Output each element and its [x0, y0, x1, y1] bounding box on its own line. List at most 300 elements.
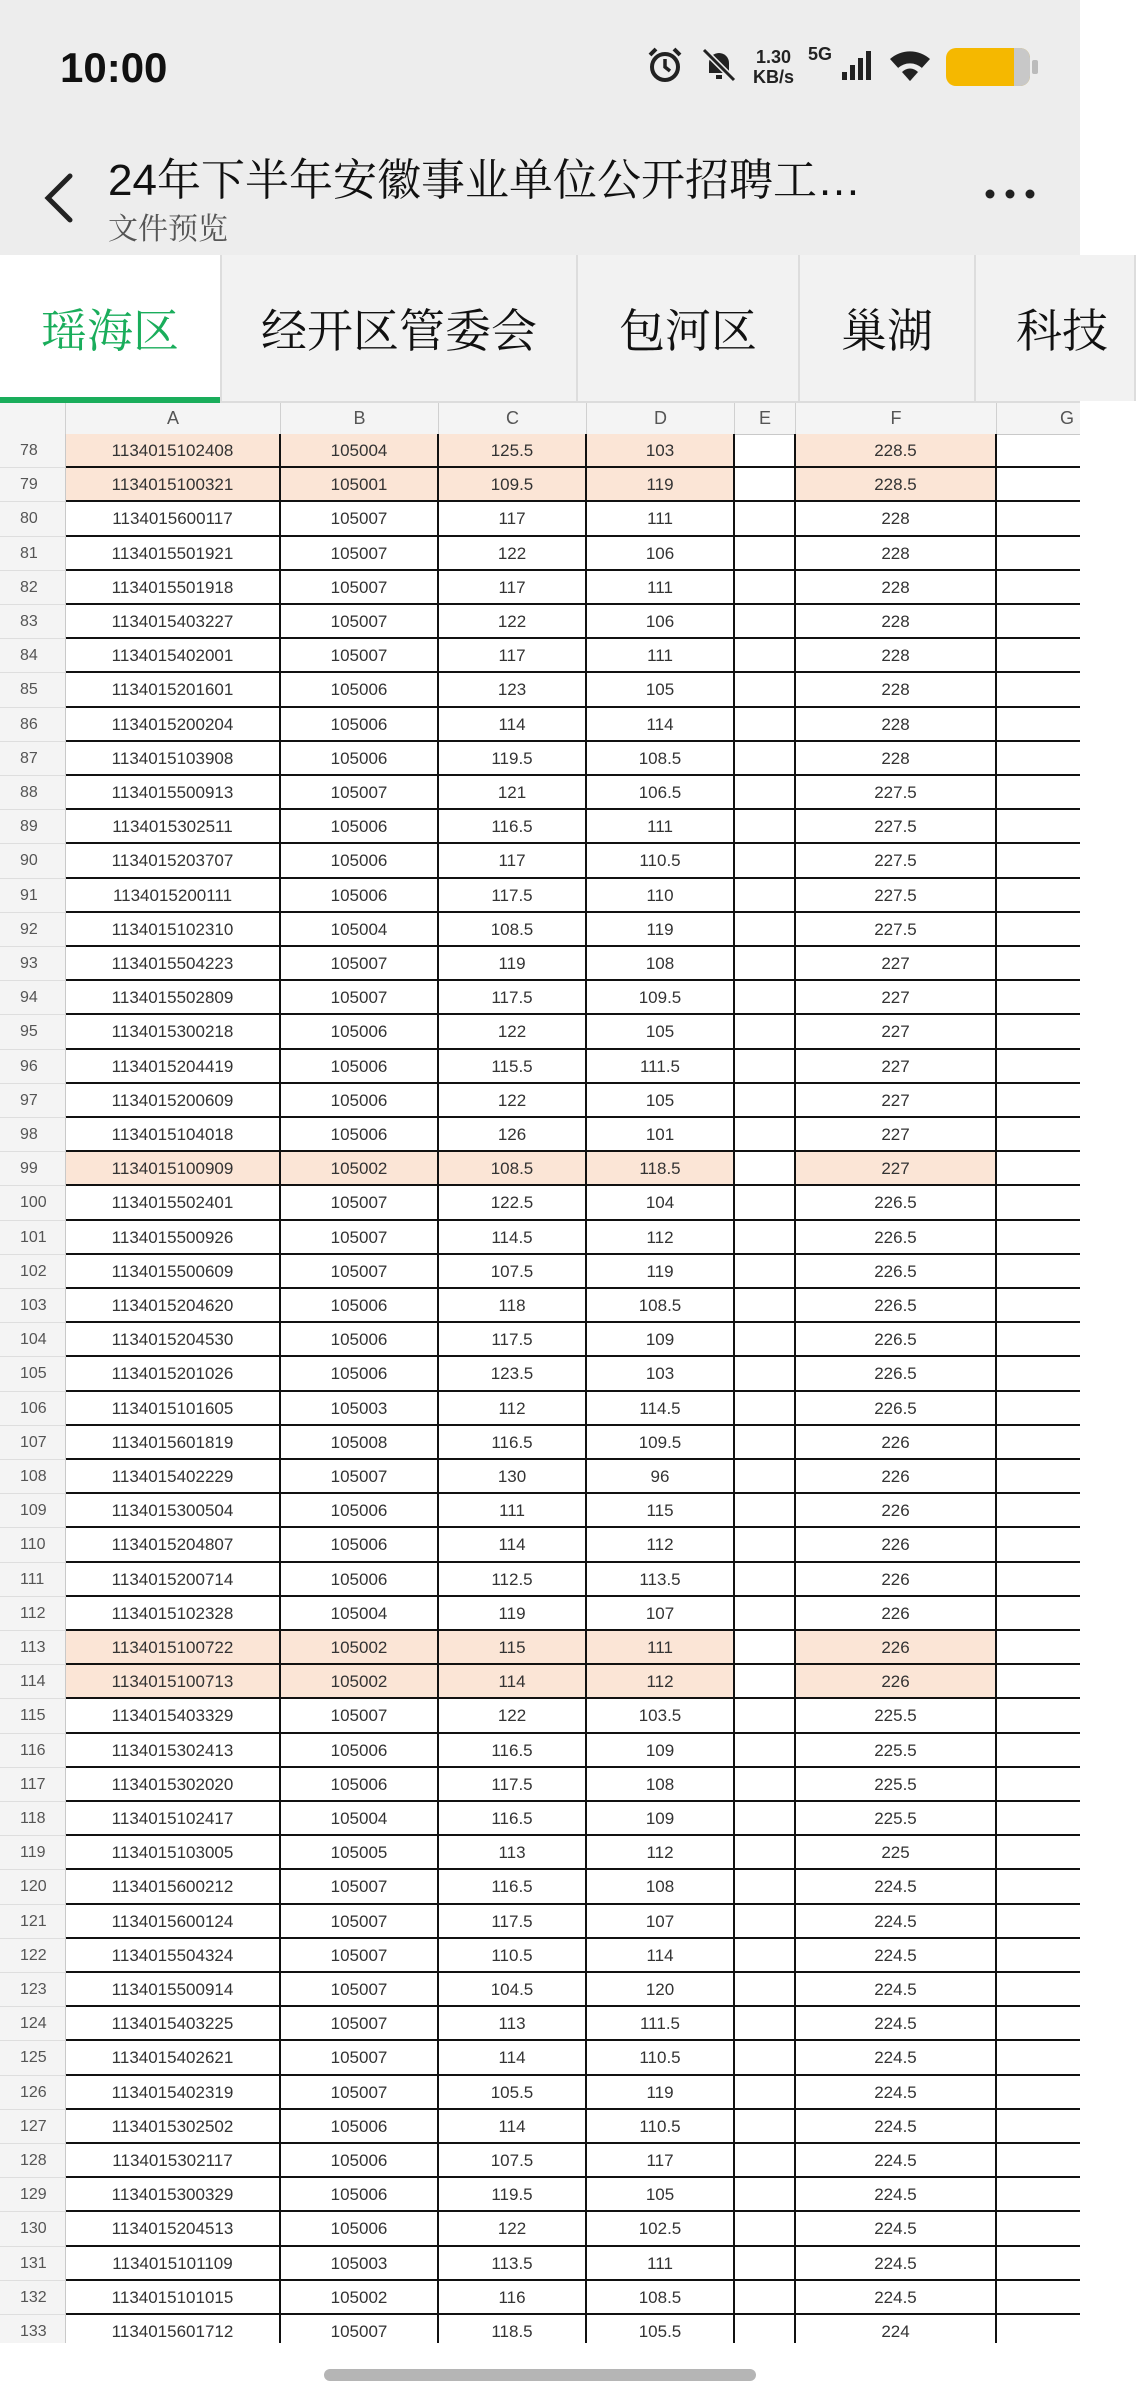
cell-e[interactable]	[735, 776, 796, 810]
cell-a[interactable]: 1134015104018	[66, 1118, 281, 1152]
cell-e[interactable]	[735, 1528, 796, 1562]
cell-e[interactable]	[735, 2110, 796, 2144]
cell-a[interactable]: 1134015102417	[66, 1802, 281, 1836]
cell-g[interactable]	[997, 1802, 1080, 1836]
cell-e[interactable]	[735, 1289, 796, 1323]
cell-b[interactable]: 105003	[281, 2247, 439, 2281]
cell-d[interactable]: 107	[587, 1597, 735, 1631]
tab-baohe[interactable]: 包河区	[578, 255, 800, 401]
cell-g[interactable]	[997, 537, 1080, 571]
cell-b[interactable]: 105006	[281, 1563, 439, 1597]
cell-f[interactable]: 226	[796, 1665, 997, 1699]
column-header-f[interactable]: F	[796, 403, 997, 434]
cell-e[interactable]	[735, 1255, 796, 1289]
cell-e[interactable]	[735, 1665, 796, 1699]
column-header-e[interactable]: E	[735, 403, 796, 434]
cell-d[interactable]: 112	[587, 1836, 735, 1870]
cell-c[interactable]: 116.5	[439, 1870, 587, 1904]
cell-b[interactable]: 105007	[281, 2076, 439, 2110]
cell-b[interactable]: 105007	[281, 1870, 439, 1904]
cell-a[interactable]: 1134015201026	[66, 1357, 281, 1391]
cell-d[interactable]: 105	[587, 673, 735, 707]
cell-f[interactable]: 224.5	[796, 2281, 997, 2315]
row-number[interactable]: 131	[0, 2247, 66, 2281]
cell-a[interactable]: 1134015501918	[66, 571, 281, 605]
cell-e[interactable]	[735, 2144, 796, 2178]
row-number[interactable]: 93	[0, 947, 66, 981]
cell-d[interactable]: 105.5	[587, 2315, 735, 2349]
cell-f[interactable]: 228	[796, 502, 997, 536]
cell-a[interactable]: 1134015204513	[66, 2212, 281, 2246]
cell-f[interactable]: 227	[796, 1118, 997, 1152]
row-number[interactable]: 127	[0, 2110, 66, 2144]
cell-g[interactable]	[997, 1255, 1080, 1289]
cell-e[interactable]	[735, 2247, 796, 2281]
cell-a[interactable]: 1134015500926	[66, 1221, 281, 1255]
cell-f[interactable]: 228	[796, 708, 997, 742]
row-number[interactable]: 94	[0, 981, 66, 1015]
cell-d[interactable]: 120	[587, 1973, 735, 2007]
cell-c[interactable]: 112.5	[439, 1563, 587, 1597]
row-number[interactable]: 97	[0, 1084, 66, 1118]
cell-c[interactable]: 119.5	[439, 742, 587, 776]
cell-f[interactable]: 227.5	[796, 879, 997, 913]
cell-e[interactable]	[735, 2041, 796, 2075]
row-number[interactable]: 112	[0, 1597, 66, 1631]
cell-b[interactable]: 105002	[281, 1631, 439, 1665]
cell-d[interactable]: 102.5	[587, 2212, 735, 2246]
row-number[interactable]: 109	[0, 1494, 66, 1528]
cell-a[interactable]: 1134015203707	[66, 844, 281, 878]
cell-a[interactable]: 1134015204419	[66, 1050, 281, 1084]
cell-b[interactable]: 105004	[281, 913, 439, 947]
cell-g[interactable]	[997, 1152, 1080, 1186]
cell-b[interactable]: 105006	[281, 2110, 439, 2144]
cell-a[interactable]: 1134015403227	[66, 605, 281, 639]
cell-g[interactable]	[997, 1323, 1080, 1357]
cell-d[interactable]: 110.5	[587, 2041, 735, 2075]
cell-f[interactable]: 224.5	[796, 2212, 997, 2246]
cell-f[interactable]: 228	[796, 537, 997, 571]
cell-c[interactable]: 116.5	[439, 1426, 587, 1460]
cell-f[interactable]: 227	[796, 1152, 997, 1186]
cell-d[interactable]: 114	[587, 1939, 735, 1973]
cell-d[interactable]: 119	[587, 468, 735, 502]
cell-g[interactable]	[997, 1460, 1080, 1494]
cell-b[interactable]: 105006	[281, 879, 439, 913]
row-number[interactable]: 107	[0, 1426, 66, 1460]
cell-c[interactable]: 113.5	[439, 2247, 587, 2281]
cell-e[interactable]	[735, 1973, 796, 2007]
cell-f[interactable]: 227	[796, 981, 997, 1015]
cell-f[interactable]: 227.5	[796, 844, 997, 878]
cell-f[interactable]: 228	[796, 742, 997, 776]
cell-e[interactable]	[735, 1050, 796, 1084]
cell-f[interactable]: 226.5	[796, 1323, 997, 1357]
cell-c[interactable]: 119.5	[439, 2178, 587, 2212]
cell-a[interactable]: 1134015302117	[66, 2144, 281, 2178]
column-header-a[interactable]: A	[66, 403, 281, 434]
cell-g[interactable]	[997, 571, 1080, 605]
cell-c[interactable]: 117	[439, 639, 587, 673]
cell-g[interactable]	[997, 1289, 1080, 1323]
cell-g[interactable]	[997, 605, 1080, 639]
row-number[interactable]: 90	[0, 844, 66, 878]
cell-g[interactable]	[997, 1631, 1080, 1665]
cell-f[interactable]: 224.5	[796, 2144, 997, 2178]
row-number[interactable]: 133	[0, 2315, 66, 2349]
cell-d[interactable]: 108	[587, 947, 735, 981]
row-number[interactable]: 132	[0, 2281, 66, 2315]
row-number[interactable]: 114	[0, 1665, 66, 1699]
cell-c[interactable]: 110.5	[439, 1939, 587, 1973]
column-header-d[interactable]: D	[587, 403, 735, 434]
cell-f[interactable]: 224.5	[796, 2178, 997, 2212]
cell-f[interactable]: 227	[796, 947, 997, 981]
cell-d[interactable]: 111	[587, 810, 735, 844]
cell-g[interactable]	[997, 1563, 1080, 1597]
cell-c[interactable]: 114	[439, 1665, 587, 1699]
cell-d[interactable]: 103	[587, 434, 735, 468]
row-number[interactable]: 102	[0, 1255, 66, 1289]
cell-e[interactable]	[735, 1905, 796, 1939]
cell-e[interactable]	[735, 1426, 796, 1460]
cell-b[interactable]: 105006	[281, 673, 439, 707]
cell-e[interactable]	[735, 1186, 796, 1220]
cell-d[interactable]: 104	[587, 1186, 735, 1220]
cell-e[interactable]	[735, 1699, 796, 1733]
cell-a[interactable]: 1134015504223	[66, 947, 281, 981]
cell-g[interactable]	[997, 947, 1080, 981]
cell-c[interactable]: 104.5	[439, 1973, 587, 2007]
row-number[interactable]: 85	[0, 673, 66, 707]
cell-c[interactable]: 117.5	[439, 1768, 587, 1802]
cell-d[interactable]: 106.5	[587, 776, 735, 810]
cell-a[interactable]: 1134015102328	[66, 1597, 281, 1631]
cell-d[interactable]: 110.5	[587, 844, 735, 878]
cell-e[interactable]	[735, 1563, 796, 1597]
cell-b[interactable]: 105007	[281, 537, 439, 571]
cell-d[interactable]: 103	[587, 1357, 735, 1391]
cell-c[interactable]: 108.5	[439, 913, 587, 947]
cell-c[interactable]: 122	[439, 605, 587, 639]
row-number[interactable]: 98	[0, 1118, 66, 1152]
cell-f[interactable]: 226	[796, 1460, 997, 1494]
cell-a[interactable]: 1134015302502	[66, 2110, 281, 2144]
cell-b[interactable]: 105004	[281, 1802, 439, 1836]
cell-f[interactable]: 227.5	[796, 913, 997, 947]
cell-g[interactable]	[997, 1836, 1080, 1870]
cell-a[interactable]: 1134015601712	[66, 2315, 281, 2349]
cell-f[interactable]: 226	[796, 1528, 997, 1562]
cell-c[interactable]: 119	[439, 1597, 587, 1631]
cell-d[interactable]: 111	[587, 571, 735, 605]
cell-f[interactable]: 226	[796, 1563, 997, 1597]
cell-f[interactable]: 224.5	[796, 1939, 997, 1973]
cell-a[interactable]: 1134015402229	[66, 1460, 281, 1494]
cell-d[interactable]: 111	[587, 639, 735, 673]
row-number[interactable]: 88	[0, 776, 66, 810]
cell-c[interactable]: 114	[439, 2110, 587, 2144]
cell-e[interactable]	[735, 673, 796, 707]
cell-c[interactable]: 117	[439, 844, 587, 878]
cell-a[interactable]: 1134015601819	[66, 1426, 281, 1460]
cell-c[interactable]: 115.5	[439, 1050, 587, 1084]
row-number[interactable]: 100	[0, 1186, 66, 1220]
cell-e[interactable]	[735, 605, 796, 639]
row-number[interactable]: 105	[0, 1357, 66, 1391]
cell-b[interactable]: 105007	[281, 1905, 439, 1939]
cell-b[interactable]: 105006	[281, 1357, 439, 1391]
cell-g[interactable]	[997, 1939, 1080, 1973]
cell-b[interactable]: 105007	[281, 776, 439, 810]
cell-f[interactable]: 226	[796, 1597, 997, 1631]
cell-e[interactable]	[735, 1460, 796, 1494]
cell-b[interactable]: 105006	[281, 810, 439, 844]
cell-b[interactable]: 105007	[281, 1221, 439, 1255]
cell-b[interactable]: 105007	[281, 1255, 439, 1289]
row-number[interactable]: 80	[0, 502, 66, 536]
cell-d[interactable]: 111.5	[587, 2007, 735, 2041]
cell-a[interactable]: 1134015403329	[66, 1699, 281, 1733]
row-number[interactable]: 118	[0, 1802, 66, 1836]
cell-f[interactable]: 224.5	[796, 2110, 997, 2144]
cell-d[interactable]: 96	[587, 1460, 735, 1494]
row-number[interactable]: 103	[0, 1289, 66, 1323]
cell-f[interactable]: 227	[796, 1084, 997, 1118]
cell-d[interactable]: 113.5	[587, 1563, 735, 1597]
cell-g[interactable]	[997, 1221, 1080, 1255]
cell-a[interactable]: 1134015204530	[66, 1323, 281, 1357]
cell-c[interactable]: 118.5	[439, 2315, 587, 2349]
cell-c[interactable]: 116.5	[439, 810, 587, 844]
cell-a[interactable]: 1134015600212	[66, 1870, 281, 1904]
cell-c[interactable]: 115	[439, 1631, 587, 1665]
cell-g[interactable]	[997, 1357, 1080, 1391]
cell-g[interactable]	[997, 1699, 1080, 1733]
cell-g[interactable]	[997, 434, 1080, 468]
cell-g[interactable]	[997, 1768, 1080, 1802]
cell-f[interactable]: 224.5	[796, 2247, 997, 2281]
cell-f[interactable]: 224.5	[796, 1973, 997, 2007]
row-number[interactable]: 81	[0, 537, 66, 571]
cell-a[interactable]: 1134015402621	[66, 2041, 281, 2075]
cell-c[interactable]: 114	[439, 1528, 587, 1562]
cell-b[interactable]: 105007	[281, 2007, 439, 2041]
cell-d[interactable]: 114.5	[587, 1392, 735, 1426]
cell-e[interactable]	[735, 2007, 796, 2041]
row-number[interactable]: 84	[0, 639, 66, 673]
cell-e[interactable]	[735, 1939, 796, 1973]
cell-a[interactable]: 1134015501921	[66, 537, 281, 571]
cell-f[interactable]: 226.5	[796, 1186, 997, 1220]
row-number[interactable]: 124	[0, 2007, 66, 2041]
cell-g[interactable]	[997, 2110, 1080, 2144]
cell-b[interactable]: 105007	[281, 1939, 439, 1973]
cell-g[interactable]	[997, 1905, 1080, 1939]
cell-c[interactable]: 109.5	[439, 468, 587, 502]
cell-b[interactable]: 105007	[281, 2315, 439, 2349]
cell-c[interactable]: 116.5	[439, 1734, 587, 1768]
cell-e[interactable]	[735, 434, 796, 468]
cell-e[interactable]	[735, 1734, 796, 1768]
row-number[interactable]: 86	[0, 708, 66, 742]
cell-e[interactable]	[735, 1084, 796, 1118]
cell-d[interactable]: 105	[587, 1015, 735, 1049]
back-button[interactable]	[30, 160, 90, 230]
cell-a[interactable]: 1134015200204	[66, 708, 281, 742]
cell-b[interactable]: 105006	[281, 708, 439, 742]
cell-d[interactable]: 112	[587, 1221, 735, 1255]
cell-d[interactable]: 103.5	[587, 1699, 735, 1733]
row-number[interactable]: 101	[0, 1221, 66, 1255]
cell-f[interactable]: 226	[796, 1631, 997, 1665]
cell-f[interactable]: 226.5	[796, 1255, 997, 1289]
cell-b[interactable]: 105006	[281, 844, 439, 878]
cell-c[interactable]: 111	[439, 1494, 587, 1528]
cell-g[interactable]	[997, 810, 1080, 844]
cell-b[interactable]: 105007	[281, 1460, 439, 1494]
cell-e[interactable]	[735, 1221, 796, 1255]
cell-b[interactable]: 105001	[281, 468, 439, 502]
row-number[interactable]: 96	[0, 1050, 66, 1084]
cell-g[interactable]	[997, 879, 1080, 913]
cell-d[interactable]: 110	[587, 879, 735, 913]
cell-e[interactable]	[735, 1802, 796, 1836]
cell-g[interactable]	[997, 2178, 1080, 2212]
row-number[interactable]: 119	[0, 1836, 66, 1870]
cell-g[interactable]	[997, 2144, 1080, 2178]
cell-d[interactable]: 110.5	[587, 2110, 735, 2144]
cell-d[interactable]: 109	[587, 1802, 735, 1836]
cell-g[interactable]	[997, 776, 1080, 810]
cell-c[interactable]: 117	[439, 502, 587, 536]
row-number[interactable]: 116	[0, 1734, 66, 1768]
cell-c[interactable]: 122	[439, 537, 587, 571]
row-number[interactable]: 126	[0, 2076, 66, 2110]
row-number[interactable]: 99	[0, 1152, 66, 1186]
cell-b[interactable]: 105002	[281, 1152, 439, 1186]
cell-g[interactable]	[997, 981, 1080, 1015]
cell-d[interactable]: 119	[587, 2076, 735, 2110]
cell-a[interactable]: 1134015201601	[66, 673, 281, 707]
cell-g[interactable]	[997, 2212, 1080, 2246]
cell-e[interactable]	[735, 571, 796, 605]
cell-a[interactable]: 1134015100722	[66, 1631, 281, 1665]
cell-a[interactable]: 1134015102408	[66, 434, 281, 468]
cell-c[interactable]: 118	[439, 1289, 587, 1323]
cell-c[interactable]: 125.5	[439, 434, 587, 468]
cell-f[interactable]: 224.5	[796, 1870, 997, 1904]
cell-g[interactable]	[997, 1734, 1080, 1768]
cell-d[interactable]: 106	[587, 537, 735, 571]
cell-a[interactable]: 1134015204807	[66, 1528, 281, 1562]
row-number[interactable]: 89	[0, 810, 66, 844]
cell-g[interactable]	[997, 2007, 1080, 2041]
row-number[interactable]: 123	[0, 1973, 66, 2007]
cell-d[interactable]: 105	[587, 2178, 735, 2212]
cell-b[interactable]: 105002	[281, 2281, 439, 2315]
cell-c[interactable]: 114	[439, 2041, 587, 2075]
cell-f[interactable]: 225.5	[796, 1768, 997, 1802]
home-indicator[interactable]	[324, 2369, 756, 2381]
cell-c[interactable]: 119	[439, 947, 587, 981]
cell-d[interactable]: 119	[587, 913, 735, 947]
row-number[interactable]: 113	[0, 1631, 66, 1665]
cell-d[interactable]: 111	[587, 2247, 735, 2281]
cell-c[interactable]: 105.5	[439, 2076, 587, 2110]
tab-keji[interactable]: 科技	[976, 255, 1136, 401]
cell-f[interactable]: 226.5	[796, 1392, 997, 1426]
cell-f[interactable]: 228	[796, 639, 997, 673]
cell-d[interactable]: 111	[587, 1631, 735, 1665]
cell-g[interactable]	[997, 1392, 1080, 1426]
cell-c[interactable]: 108.5	[439, 1152, 587, 1186]
cell-c[interactable]: 122	[439, 2212, 587, 2246]
cell-d[interactable]: 108	[587, 1768, 735, 1802]
cell-b[interactable]: 105006	[281, 1323, 439, 1357]
cell-f[interactable]: 226.5	[796, 1221, 997, 1255]
cell-b[interactable]: 105008	[281, 1426, 439, 1460]
cell-g[interactable]	[997, 2281, 1080, 2315]
cell-g[interactable]	[997, 1118, 1080, 1152]
cell-b[interactable]: 105005	[281, 1836, 439, 1870]
cell-b[interactable]: 105006	[281, 1118, 439, 1152]
cell-e[interactable]	[735, 1152, 796, 1186]
cell-e[interactable]	[735, 1357, 796, 1391]
cell-c[interactable]: 117.5	[439, 981, 587, 1015]
cell-d[interactable]: 108	[587, 1870, 735, 1904]
cell-f[interactable]: 225.5	[796, 1734, 997, 1768]
cell-b[interactable]: 105006	[281, 1015, 439, 1049]
cell-b[interactable]: 105007	[281, 2041, 439, 2075]
cell-d[interactable]: 108.5	[587, 1289, 735, 1323]
cell-a[interactable]: 1134015403225	[66, 2007, 281, 2041]
cell-e[interactable]	[735, 947, 796, 981]
cell-g[interactable]	[997, 1494, 1080, 1528]
cell-g[interactable]	[997, 1973, 1080, 2007]
row-number[interactable]: 120	[0, 1870, 66, 1904]
cell-b[interactable]: 105006	[281, 1084, 439, 1118]
row-number[interactable]: 115	[0, 1699, 66, 1733]
cell-a[interactable]: 1134015200111	[66, 879, 281, 913]
cell-a[interactable]: 1134015402001	[66, 639, 281, 673]
cell-g[interactable]	[997, 1597, 1080, 1631]
cell-d[interactable]: 107	[587, 1905, 735, 1939]
cell-e[interactable]	[735, 844, 796, 878]
cell-g[interactable]	[997, 1186, 1080, 1220]
cell-a[interactable]: 1134015302413	[66, 1734, 281, 1768]
cell-a[interactable]: 1134015102310	[66, 913, 281, 947]
row-number[interactable]: 129	[0, 2178, 66, 2212]
cell-c[interactable]: 112	[439, 1392, 587, 1426]
row-number[interactable]: 83	[0, 605, 66, 639]
cell-a[interactable]: 1134015402319	[66, 2076, 281, 2110]
cell-e[interactable]	[735, 1494, 796, 1528]
cell-c[interactable]: 126	[439, 1118, 587, 1152]
cell-e[interactable]	[735, 879, 796, 913]
cell-g[interactable]	[997, 1528, 1080, 1562]
cell-a[interactable]: 1134015200714	[66, 1563, 281, 1597]
cell-a[interactable]: 1134015300504	[66, 1494, 281, 1528]
cell-f[interactable]: 228.5	[796, 468, 997, 502]
cell-g[interactable]	[997, 1015, 1080, 1049]
cell-f[interactable]: 228.5	[796, 434, 997, 468]
cell-c[interactable]: 123.5	[439, 1357, 587, 1391]
cell-b[interactable]: 105006	[281, 1494, 439, 1528]
row-number[interactable]: 108	[0, 1460, 66, 1494]
cell-a[interactable]: 1134015500914	[66, 1973, 281, 2007]
